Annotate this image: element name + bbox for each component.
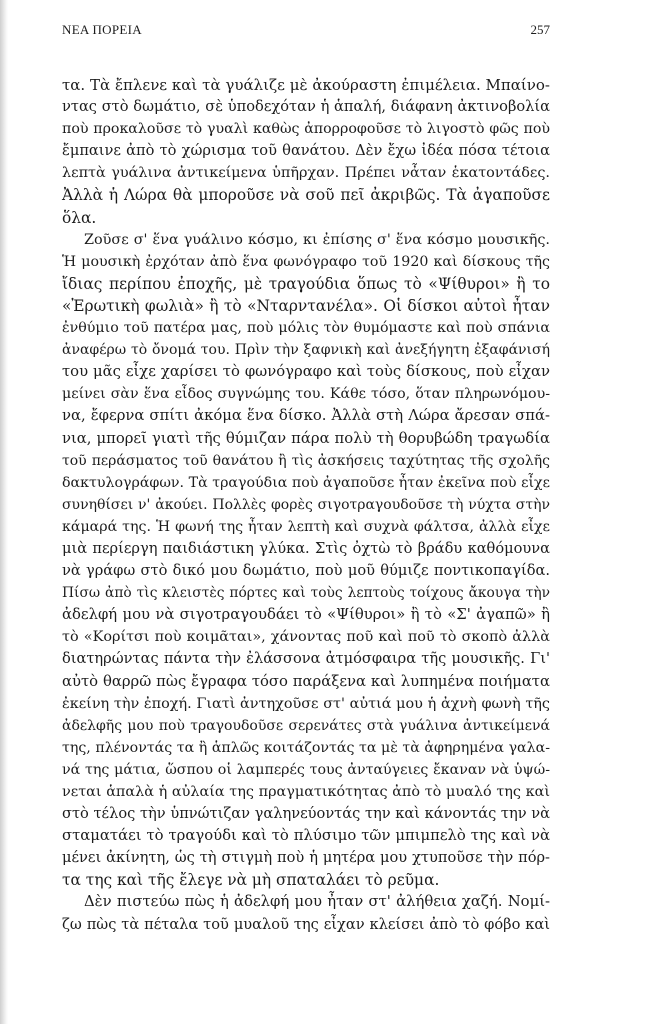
text-line: τοῦ περάσματος τοῦ θανάτου ἢ τὶς ἀσκήσεις ταχύτητας τῆς σχολῆς xyxy=(62,452,550,469)
text-line: του μᾶς εἶχε χαρίσει τὸ φωνόγραφο καὶ τοὺς δίσκους, ποὺ εἶχαν xyxy=(62,363,550,381)
text-line: ἀδελφῆς μου ποὺ τραγουδοῦσε σερενάτες στὰ γυάλινα ἀντικείμενά xyxy=(62,717,550,734)
text-line: τα. Τὰ ἔπλενε καὶ τὰ γυάλιζε μὲ ἀκούραστη ἐπιμέλεια. Μπαίνο- xyxy=(62,76,550,94)
text-line: αὐτὸ θαρρῶ πὼς ἔγραφα τόσο παράξενα καὶ λυπημένα ποιήματα xyxy=(62,672,550,690)
text-line: ζω πὼς τὰ πέταλα τοῦ μυαλοῦ της εἶχαν κλείσει ἀπὸ τὸ φόβο καὶ xyxy=(62,915,550,933)
text-line: ἀδελφή μου νὰ σιγοτραγουδάει τὸ «Ψίθυροι» ἢ τὸ «Σ' ἀγαπῶ» ἢ xyxy=(62,606,550,624)
body-text xyxy=(62,74,550,936)
text-line: σταματάει τὸ τραγούδι καὶ τὸ πλύσιμο τῶν μπιμπελὸ της καὶ νὰ xyxy=(62,827,550,845)
running-title: ΝΕΑ ΠΟΡΕΙΑ xyxy=(62,22,142,37)
text-line: ὅλα. xyxy=(62,208,97,227)
text-line: τὸ «Κορίτσι ποὺ κοιμᾶται», χάνοντας ποῦ καὶ ποῦ τὸ σκοπὸ ἀλλὰ xyxy=(62,629,550,646)
page-number: 257 xyxy=(530,22,550,37)
text-line: ἀναφέρω τὸ ὄνομά του. Πρὶν τὴν ξαφνικὴ καὶ ἀνεξήγητη ἐξαφάνισή xyxy=(62,342,550,359)
text-line: ἔμπαινε ἀπὸ τὸ χώρισμα τοῦ θανάτου. Δὲν ἔχω ἰδέα πόσα τέτοια xyxy=(62,142,550,160)
text-line: συνηθίσει ν' ἀκούει. Πολλὲς φορὲς σιγοτραγουδοῦσε τὴ νύχτα στὴν xyxy=(62,496,550,513)
text-line: δακτυλογράφων. Τὰ τραγούδια ποὺ ἀγαποῦσε ἦταν ἐκεῖνα ποὺ εἶχε xyxy=(62,474,550,491)
text-line: μείνει σὰν ἕνα εἶδος συγνώμης του. Κάθε τόσο, ὅταν πληρωνόμου- xyxy=(62,386,550,403)
text-line: νεται ἁπαλὰ ἡ αὐλαία της πραγματικότητας ἀπὸ τὸ μυαλό της καὶ xyxy=(62,784,550,800)
text-line: στὸ τέλος τὴν ὑπνώτιζαν γαληνεύοντάς την καὶ κάνοντάς την νὰ xyxy=(62,805,550,823)
text-line: ἐνθύμιο τοῦ πατέρα μας, ποὺ μόλις τὸν θυμόμαστε καὶ ποὺ σπάνια xyxy=(62,320,550,337)
text-line: λεπτὰ γυάλινα ἀντικείμενα ὑπῆρχαν. Πρέπει νἆταν ἑκατοντάδες. xyxy=(62,165,550,182)
text-line: κάμαρά της. Ἡ φωνή της ἦταν λεπτὴ καὶ συχνὰ φάλτσα, ἀλλὰ εἶχε xyxy=(62,518,550,535)
text-line: ποὺ προκαλοῦσε τὸ γυαλὶ καθὼς ἀπορροφοῦσε τὸ λιγοστὸ φῶς ποὺ xyxy=(62,121,550,138)
text-line: ἐκείνη τὴν ἐποχή. Γιατὶ ἀντηχοῦσε στ' αὐτιά μου ἡ ἀχνὴ φωνὴ τῆς xyxy=(62,695,550,712)
text-line: Δὲν πιστεύω πὼς ἡ ἀδελφή μου ἦταν στ' ἀλήθεια χαζή. Νομί- xyxy=(84,893,550,911)
text-line: μιὰ περίεργη παιδιάστικη γλύκα. Στὶς ὀχτὼ τὸ βράδυ καθόμουνα xyxy=(62,539,550,557)
text-line: μένει ἀκίνητη, ὡς τὴ στιγμὴ ποὺ ἡ μητέρα μου χτυποῦσε τὴν πόρ- xyxy=(62,849,550,867)
text-line: διατηρώντας πάντα τὴν ἐλάσσονα ἀτμόσφαιρα τῆς μουσικῆς. Γι' xyxy=(62,650,550,668)
scan-edge xyxy=(0,0,8,1024)
text-line: «Ἐρωτικὴ φωλιὰ» ἢ τὸ «Νταρντανέλα». Οἱ δίσκοι αὐτοὶ ἦταν xyxy=(62,296,550,315)
text-line: να, ἔφερνα σπίτι ἀκόμα ἕνα δίσκο. Ἀλλὰ στὴ Λώρα ἄρεσαν σπά- xyxy=(62,407,550,425)
running-head xyxy=(62,22,550,46)
text-line: νά της μάτια, ὥσπου οἱ λαμπερές τους ἀνταύγειες ἔκαναν νὰ ὑψώ- xyxy=(62,761,550,778)
text-line: της, πλένοντάς τα ἢ ἁπλῶς κοιτάζοντάς τα μὲ τὰ ἀφηρημένα γαλα- xyxy=(62,739,550,756)
text-line: νια, μπορεῖ γιατὶ τῆς θύμιζαν πάρα πολὺ τὴ θορυβώδη τραγωδία xyxy=(62,429,550,447)
text-line: Πίσω ἀπὸ τὶς κλειστὲς πόρτες καὶ τοὺς λεπτοὺς τοίχους ἄκουγα τὴν xyxy=(62,585,550,602)
text-line: νὰ γράφω στὸ δικό μου δωμάτιο, ποὺ μοῦ θύμιζε ποντικοπαγίδα. xyxy=(62,562,550,580)
text-line: Ἀλλὰ ἡ Λώρα θὰ μποροῦσε νὰ σοῦ πεῖ ἀκριβῶς. Τὰ ἀγαποῦσε xyxy=(62,186,550,205)
text-line: τα της καὶ τῆς ἔλεγε νὰ μὴ σπαταλάει τὸ ρεῦμα. xyxy=(62,871,440,890)
text-line: Ζοῦσε σ' ἕνα γυάλινο κόσμο, κι ἐπίσης σ' ἕνα κόσμο μουσικῆς. xyxy=(84,231,550,248)
text-line: ντας στὸ δωμάτιο, σὲ ὑποδεχόταν ἡ ἁπαλή, διάφανη ἀκτινοβολία xyxy=(62,98,550,116)
text-line: ἴδιας περίπου ἐποχῆς, μὲ τραγούδια ὅπως τὸ «Ψίθυροι» ἢ το xyxy=(62,274,550,293)
text-line: Ἡ μουσικὴ ἐρχόταν ἀπὸ ἕνα φωνόγραφο τοῦ 1920 καὶ δίσκους τῆς xyxy=(62,253,550,270)
